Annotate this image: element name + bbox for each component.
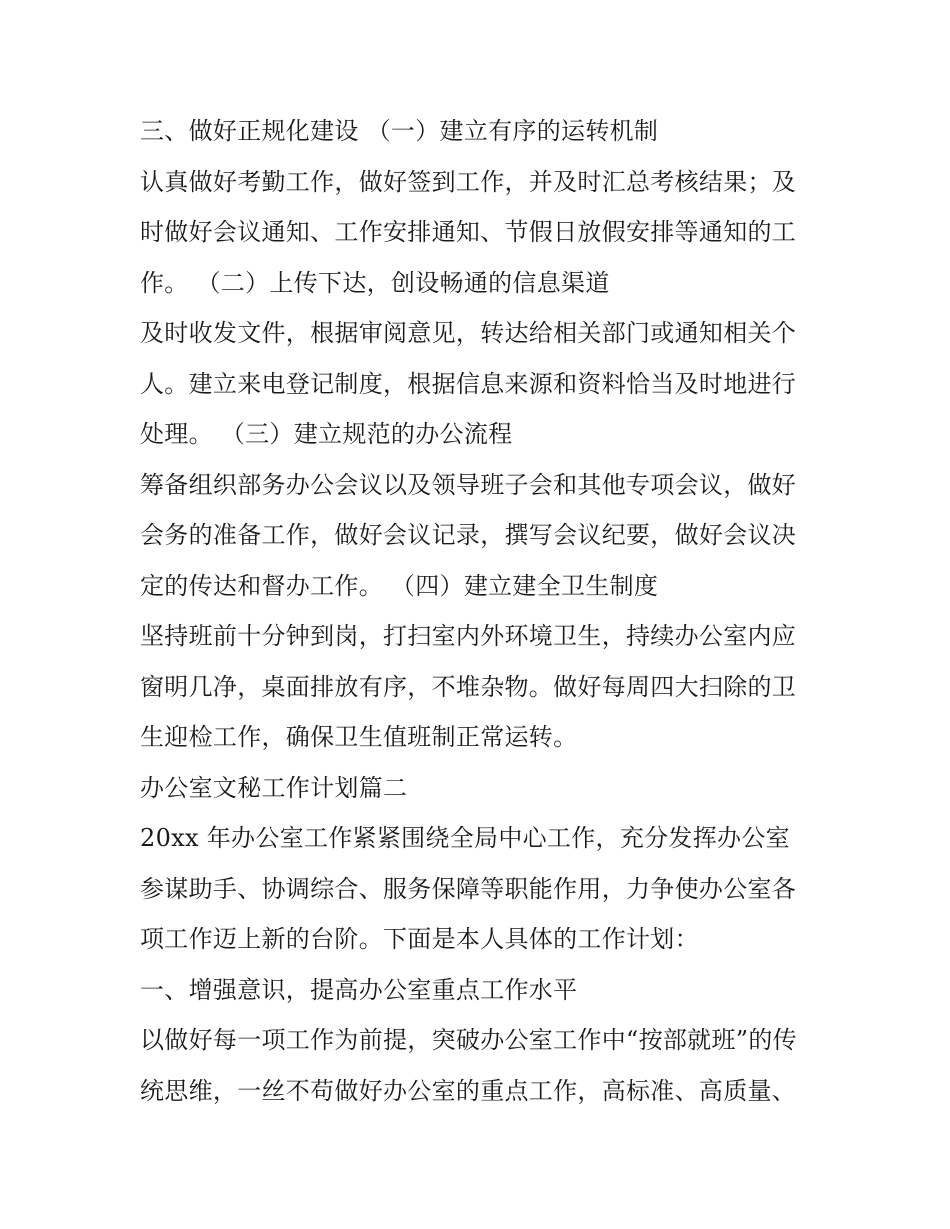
paragraph-line: 会务的准备工作，做好会议记录，撰写会议纪要，做好会议决 bbox=[140, 521, 797, 549]
paragraph-line: 认真做好考勤工作，做好签到工作，并及时汇总考核结果；及 bbox=[140, 167, 797, 196]
paragraph-line: 时做好会议通知、工作安排通知、节假日放假安排等通知的工 bbox=[140, 218, 797, 246]
paragraph-line: 20xx 年办公室工作紧紧围绕全局中心工作，充分发挥办公室 bbox=[140, 824, 790, 852]
paragraph-line: 定的传达和督办工作。 （四）建立建全卫生制度 bbox=[140, 571, 659, 600]
document-body bbox=[140, 106, 820, 1116]
paragraph-line: 统思维，一丝不苟做好办公室的重点工作，高标准、高质量、 bbox=[140, 1076, 797, 1105]
paragraph-line: 作。 （二）上传下达，创设畅通的信息渠道 bbox=[140, 268, 610, 297]
paragraph-line: 坚持班前十分钟到岗，打扫室内外环境卫生，持续办公室内应 bbox=[140, 622, 797, 650]
paragraph-line: 项工作迈上新的台阶。下面是本人具体的工作计划： bbox=[140, 925, 699, 953]
section-title-line: 办公室文秘工作计划篇二 bbox=[140, 773, 408, 802]
section-heading-line: 一、增强意识，提高办公室重点工作水平 bbox=[140, 975, 578, 1004]
paragraph-line: 窗明几净，桌面排放有序，不堆杂物。做好每周四大扫除的卫 bbox=[140, 672, 797, 701]
paragraph-line: 筹备组织部务办公会议以及领导班子会和其他专项会议，做好 bbox=[140, 470, 797, 499]
paragraph-line: 生迎检工作，确保卫生值班制正常运转。 bbox=[140, 723, 578, 751]
paragraph-line: 及时收发文件，根据审阅意见，转达给相关部门或通知相关个 bbox=[140, 319, 797, 347]
paragraph-line: 以做好每一项工作为前提，突破办公室工作中“按部就班”的传 bbox=[140, 1026, 797, 1054]
section-heading-line: 三、做好正规化建设 （一）建立有序的运转机制 bbox=[140, 117, 659, 145]
paragraph-line: 人。建立来电登记制度，根据信息来源和资料恰当及时地进行 bbox=[140, 369, 797, 398]
paragraph-line: 参谋助手、协调综合、服务保障等职能作用，力争使办公室各 bbox=[140, 874, 797, 903]
paragraph-line: 处理。 （三）建立规范的办公流程 bbox=[140, 420, 513, 448]
